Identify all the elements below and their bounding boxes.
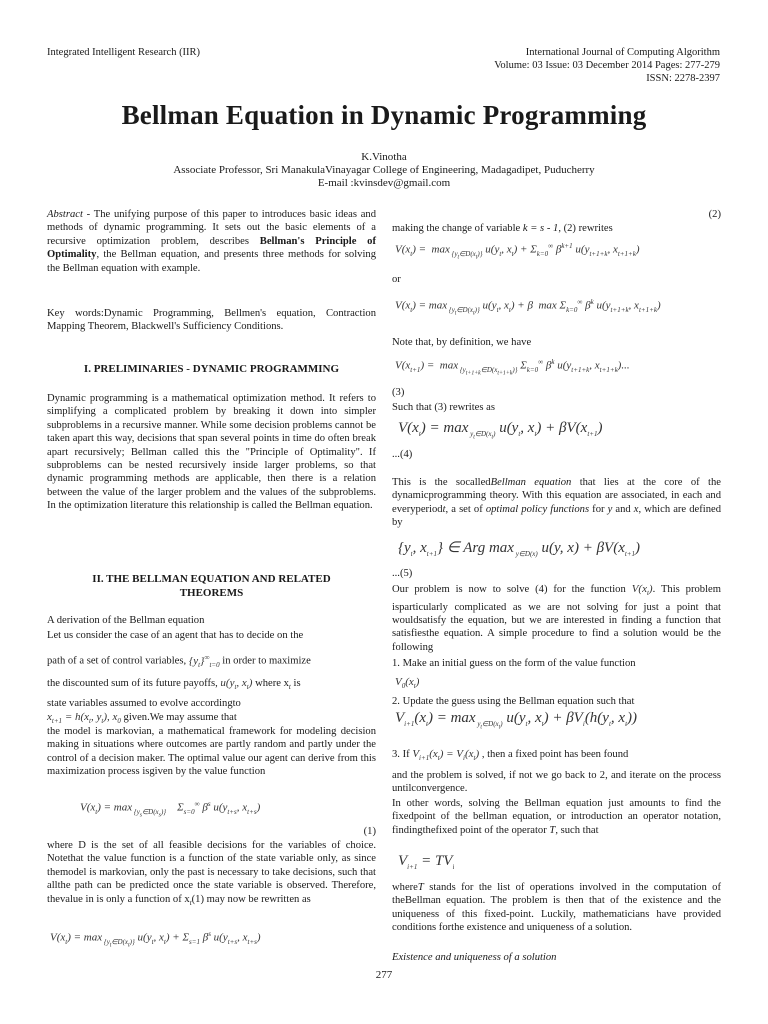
paper-title: Bellman Equation in Dynamic Programming: [121, 100, 647, 130]
section2-heading: [47, 573, 376, 600]
abstract-text-b: , the Bellman equation, and presents three methods for solving the Bellman equation with example.: [47, 249, 376, 274]
author-block: [0, 151, 768, 190]
journal-info: [494, 46, 720, 85]
where-paragraph: [392, 881, 721, 935]
bellman-i: and: [612, 503, 634, 515]
abstract-label: Abstract -: [47, 209, 91, 220]
journal-name: International Journal of Computing Algorithm: [525, 47, 720, 58]
section2-heading-line1: II. THE BELLMAN EQUATION AND RELATED: [92, 573, 331, 585]
other-end: , such that: [555, 824, 599, 836]
step1-text: 1. Make an initial guess on the form of the value function: [392, 658, 636, 669]
section2-p5a: given.We may assume that: [123, 712, 237, 723]
author-email: E-mail :kvinsdev@gmail.com: [317, 177, 451, 189]
definition-formula: $V(x_{t+1}) = \max _{\{y_{t+1+k}\in D(x_{t+1+k})\}}$ $\Sigma_{k=0}^\infty$ $\beta^k$ $u(y_{t+1+k}$, $x_{t+1+k}$)...: [395, 358, 630, 377]
transition-formula: $x_{t+1} = h(x_t$, $y_t$), $x_0$: [47, 711, 121, 723]
initial-guess-formula: $V_0(x_t)$: [395, 676, 420, 691]
bellman-f: optimal policy functions: [485, 503, 590, 515]
where-a: where: [392, 882, 418, 893]
such-text: Such that (3) rewrites as: [392, 402, 495, 413]
change-variable-line: [392, 222, 721, 235]
bellman-b: Bellman equation: [490, 477, 572, 488]
fixed-point-condition: $V_{i+1}(x_t) = V_i(x_t)$: [412, 748, 480, 760]
keywords: Key words:Dynamic Programming, Bellmen's equation, Contraction Mapping Theorem, Blackwell's Sufficiency Conditions.: [47, 308, 376, 333]
value-function-symbol: $V(x_t)$: [631, 583, 653, 595]
author-affiliation: Associate Professor, Sri ManakulaVinayagar College of Engineering, Madagadipet, Puducherry: [173, 164, 595, 176]
section2-p6b: (1) may now be rewritten as: [191, 893, 311, 905]
other-T: T: [549, 824, 556, 836]
or-label: or: [392, 274, 401, 285]
bellman-j: x: [633, 503, 639, 515]
where-T: T: [417, 882, 424, 893]
journal-issn: ISSN: 2278-2397: [646, 73, 720, 84]
bellman-paragraph: [392, 476, 721, 530]
step3-a: 3. If: [392, 749, 410, 760]
other-words: [392, 797, 721, 837]
section1-heading: I. PRELIMINARIES - DYNAMIC PROGRAMMING: [83, 363, 340, 375]
bellman-g: for: [589, 503, 608, 515]
section2-p6-text: where D is the set of all feasible decisions for the variables of choice. Notethat the value function is a function of the state variable only, as since themodel is markovian, only the past is necessary to take decisions, such that allthe path can be predicted once the state variable is observed. Therefore, thevalue in is only a function of x: [47, 840, 376, 905]
section1-body: Dynamic programming is a mathematical optimization method. It refers to simplifying a complicated problem by breaking it down into simpler subproblems in a recursive manner. While some decision problems cannot be taken apart this way, decisions that span several points in time do often break apart recursively; Bellman called this the "Principle of Optimality". If subproblems can be nested recursively inside larger problems, so that dynamic programming methods are applicable, then there is a relation between the value of the larger problem and the values of the subproblems. In the optimization literature this relationship is called the Bellman equation.: [47, 393, 376, 512]
journal-publisher: Integrated Intelligent Research (IIR): [47, 47, 201, 58]
step3-c: and the problem is solved, if not we go back to 2, and iterate on the process untilconvergence.: [392, 770, 721, 795]
section2-p2a: path of a set of control variables,: [47, 655, 187, 667]
existence-subheading: Existence and uniqueness of a solution: [392, 952, 557, 963]
control-vars-formula: $\{y_t\}^\infty_{t=0}$: [188, 654, 220, 667]
bellman-k: , which are defined by: [392, 503, 721, 529]
eq2-or-formula: $V(x_t) = \max _{\{y_t\in D(x_t)\}}$ $u(y_t$, $x_t) + \beta$ $\max \Sigma_{k=0}^\infty$ $\beta^k$ $u(y_{t+1+k}$, $x_{t+1+k}$): [395, 298, 661, 317]
other-text: In other words, solving the Bellman equation just amounts to find the fixedpoint of the bellman equation, or introduction an operator notation, findingthefixed point of the operator: [392, 798, 721, 836]
solve-paragraph: [392, 583, 721, 654]
value-function-formula: $V(x_t) = \max _{\{y_s\in D(x_s)\}}$ $\Sigma_{s=0}^\infty$ $\beta^s$ $u(y_{t+s}$, $x_{t+s}$): [80, 800, 261, 819]
eq3-number: (3): [392, 387, 405, 398]
section2-p2: [47, 651, 376, 672]
section2-p3c: is: [293, 678, 301, 689]
abstract-text-a: The unifying purpose of this paper to introduces basic ideas and methods of dynamic programming. It sets out the basic elements of a recursive optimization problem, describes: [47, 209, 376, 247]
rewritten-formula: $V(x_t) = \max _{\{y_t\in D(x_t)\}}$ $u(y_t$, $x_t) + \Sigma_{s=1}$ $\beta^s$ $u(y_{t+s}$, $x_{t+s}$): [50, 930, 261, 949]
section2-p2b: in order to maximize: [222, 655, 311, 667]
step2-text: 2. Update the guess using the Bellman equation such that: [392, 696, 635, 707]
section2-p3b: where x: [255, 678, 289, 689]
bellman-equation-formula: $V(x_t) = \max _{y_t\in D(x_t)}$ $u(y_t$, $x_t) + \beta V(x_{t+1})$: [398, 420, 603, 441]
section2-p3a: the discounted sum of its future payoffs,: [47, 678, 218, 689]
eq4-number: ...(4): [392, 449, 413, 460]
eq5-number: ...(5): [392, 568, 413, 579]
where-b: stands for the list of operations involved in the computation of theBellman equation. The problem is then that of the existence and the uniqueness of this fixed-point. Luckily, mathematicians have provided conditions forthe existence and uniqueness of a solution.: [392, 882, 721, 934]
payoff-formula: $u(y_t$, $x_t$): [220, 677, 253, 689]
bellman-d: t: [442, 503, 446, 515]
bellman-e: , a set of: [445, 503, 486, 515]
eq2-rewrite-formula: $V(x_t) = \max _{\{y_t\in D(x_t)\}}$ $u(y_t$, $x_t) + \Sigma_{k=0}^\infty$ $\beta^{k+1}$ $u(y_{t+1+k}$, $x_{t+1+k}$): [395, 242, 640, 261]
section2-subheading: A derivation of the Bellman equation: [47, 615, 205, 626]
section2-p1: Let us consider the case of an agent that has to decide on the: [47, 630, 304, 641]
section2-p6: where D is the set of all feasible decisions for the variables of choice. Notethat the value function is a function of the state variable only, as since themodel is markovian, only the past is necessary to take decisions, such that allthe path can be predicted once the state variable is observed. Therefore, thevalue in is only a function of $x_t(1)$ may now be rewritten as: [47, 840, 376, 907]
section2-heading-line2: THEOREMS: [179, 586, 244, 599]
step3-line: [392, 748, 721, 766]
eq2-number: (2): [708, 209, 721, 220]
solve-a: Our problem is now to solve (4) for the function: [392, 584, 626, 595]
operator-formula: $V_{i+1} = TV_i$: [398, 853, 455, 871]
change-variable-k: k = s - 1: [522, 223, 559, 234]
step3-b: , then a fixed point has been found: [481, 749, 629, 760]
abstract-bold: Bellman's Principle of Optimality: [47, 235, 376, 261]
change-variable-a: making the change of variable: [392, 223, 523, 234]
page-number: 277: [375, 969, 393, 981]
bellman-c: that lies at the core of the dynamicprogramming theory. With this equation are associated, in each and everyperiod: [392, 477, 721, 515]
author-name: K.Vinotha: [361, 151, 407, 163]
bellman-a: This is the socalled: [392, 477, 491, 488]
section2-p5b: the model is markovian, a mathematical framework for modeling decision making in situations where outcomes are partly random and partly under the control of a decision maker. The optimal value our agent can derive from this maximization process isgiven by the value function: [47, 726, 376, 778]
abstract: [47, 208, 376, 275]
solve-b: . This problem isparticularly complicated as we are not solving for just a point that wouldsatisfy the equation, but we are interested in finding a function that satisfiesthe equation. A simple procedure to find a solution would be the following: [392, 584, 721, 653]
change-variable-c: , (2) rewrites: [558, 223, 613, 234]
journal-volume: Volume: 03 Issue: 03 December 2014 Pages: 277-279: [494, 60, 720, 71]
update-guess-formula: $V_{i+1}(x_t) = \max _{y_t\in D(x_t)}$ $u(y_t$, $x_t) + \beta V_i(h(y_t$, $x_t$)): [395, 710, 638, 731]
eq1-number: (1): [363, 826, 376, 837]
bellman-h: y: [607, 503, 613, 515]
section2-p3: the discounted sum of its future payoffs, $u(y_t$, $x_t$) where $x_t$ is: [47, 677, 301, 692]
policy-function-formula: {$y_t$, $x_{t+1}$} ∈ Arg max $_{y\in D(x)}$ u(y, $x) + \beta V(x_{t+1})$: [398, 540, 641, 558]
note-text: Note that, by definition, we have: [392, 337, 532, 348]
section2-p4: state variables assumed to evolve accordingto: [47, 698, 241, 709]
